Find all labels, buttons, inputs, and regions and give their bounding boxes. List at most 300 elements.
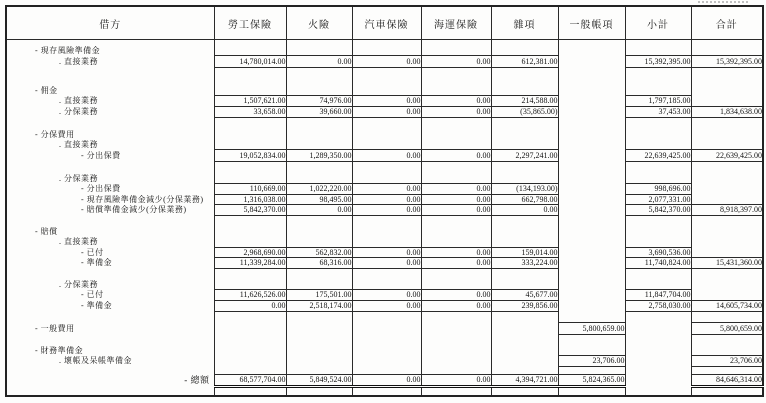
cell-auto [352, 237, 421, 248]
table-row [6, 86, 763, 96]
cell-general [558, 184, 625, 195]
cell-misc [491, 162, 558, 174]
cell-grand [691, 162, 763, 174]
row-label [6, 312, 214, 323]
cell-fire: 562,832.00 [286, 248, 352, 258]
row-label: . 分保業務 [59, 107, 98, 116]
cell-general [558, 237, 625, 248]
cell-fire: 98,495.00 [286, 195, 352, 205]
row-label [6, 335, 214, 346]
cell-general [558, 56, 625, 68]
cell-marine [421, 140, 491, 150]
cell-grand [691, 216, 763, 227]
cell-subtotal [625, 346, 691, 356]
cell-auto [352, 312, 421, 323]
cell-general [558, 46, 625, 56]
cell-misc: 662,798.00 [491, 195, 558, 205]
row-label: . 壞帳及呆帳準備金 [59, 356, 132, 365]
table-row [6, 174, 763, 184]
cell-subtotal: 998,696.00 [625, 184, 691, 195]
table-row [6, 216, 763, 227]
table-row [6, 162, 763, 174]
cell-subtotal: 5,842,370.00 [625, 205, 691, 216]
table-row [6, 184, 763, 195]
row-label: . 分保業務 [59, 173, 98, 183]
cell-misc: 239,856.00 [491, 301, 558, 312]
cell-fire [286, 130, 352, 140]
row-label: - 分出保費 [81, 150, 121, 160]
cell-subtotal [625, 227, 691, 237]
table-header [6, 6, 763, 40]
cell-grand [691, 140, 763, 150]
cell-subtotal: 3,690,536.00 [625, 248, 691, 258]
cell-fire: 74,976.00 [286, 96, 352, 107]
cell-labor: 2,968,690.00 [214, 248, 286, 258]
cell-subtotal [625, 335, 691, 346]
column-header-debit: 借方 [6, 6, 214, 40]
cell-marine [421, 367, 491, 375]
cell-misc [491, 46, 558, 56]
cell-auto [352, 174, 421, 184]
cell-marine [421, 216, 491, 227]
cell-marine [421, 387, 491, 396]
cell-labor: 1,316,038.00 [214, 195, 286, 205]
cell-auto [352, 346, 421, 356]
cell-misc: (35,865.00) [491, 107, 558, 118]
cell-grand [691, 68, 763, 86]
cell-general [558, 96, 625, 107]
column-header-general: 一般帳項 [558, 6, 625, 40]
cell-subtotal: 11,847,704.00 [625, 290, 691, 301]
cell-fire [286, 387, 352, 396]
cell-grand: 5,800,659.00 [691, 323, 763, 335]
cell-marine: 0.00 [421, 56, 491, 68]
cell-misc [491, 216, 558, 227]
row-label: . 直接業務 [59, 56, 98, 66]
column-header-misc: 雜項 [491, 6, 558, 40]
cell-general [558, 150, 625, 162]
cell-grand [691, 195, 763, 205]
cell-marine [421, 237, 491, 248]
cell-marine: 0.00 [421, 96, 491, 107]
cell-fire [286, 323, 352, 335]
cell-misc [491, 280, 558, 290]
cell-general: 5,824,365.00 [558, 375, 625, 387]
table-row [6, 258, 763, 269]
cell-labor [214, 280, 286, 290]
cell-grand [691, 387, 763, 396]
cell-marine [421, 162, 491, 174]
table-row [6, 227, 763, 237]
cell-fire: 39,660.00 [286, 107, 352, 118]
row-label: - 分出保費 [81, 184, 121, 193]
cell-marine: 0.00 [421, 150, 491, 162]
cell-general [558, 367, 625, 375]
cell-misc: 612,381.00 [491, 56, 558, 68]
table-body [6, 40, 763, 396]
cell-fire [286, 86, 352, 96]
row-label: . 分保業務 [59, 279, 98, 289]
column-header-fire: 火險 [286, 6, 352, 40]
cell-grand [691, 367, 763, 375]
cell-marine: 0.00 [421, 107, 491, 118]
cell-subtotal [625, 367, 691, 375]
cell-marine [421, 174, 491, 184]
cell-grand [691, 237, 763, 248]
table-row [6, 290, 763, 301]
cell-fire [286, 356, 352, 367]
cell-fire [286, 174, 352, 184]
cell-labor: 110,669.00 [214, 184, 286, 195]
cell-marine [421, 118, 491, 130]
cell-grand [691, 280, 763, 290]
cell-labor: 11,339,284.00 [214, 258, 286, 269]
cell-misc [491, 130, 558, 140]
cell-subtotal [625, 46, 691, 56]
cell-fire [286, 312, 352, 323]
cell-auto [352, 216, 421, 227]
table-row [6, 56, 763, 68]
cell-general [558, 335, 625, 346]
cell-subtotal: 22,639,425.00 [625, 150, 691, 162]
cell-fire [286, 346, 352, 356]
cell-labor: 19,052,834.00 [214, 150, 286, 162]
cell-fire: 0.00 [286, 205, 352, 216]
cell-fire [286, 68, 352, 86]
cell-auto [352, 46, 421, 56]
cell-labor [214, 237, 286, 248]
cell-general [558, 387, 625, 396]
cell-misc [491, 269, 558, 280]
cell-labor [214, 162, 286, 174]
cell-misc: 45,677.00 [491, 290, 558, 301]
cell-marine [421, 86, 491, 96]
cell-subtotal [625, 375, 691, 387]
cell-fire [286, 216, 352, 227]
cell-misc [491, 346, 558, 356]
table-row [6, 387, 763, 396]
cell-general [558, 118, 625, 130]
row-label: - 準備金 [81, 301, 113, 310]
cell-fire [286, 335, 352, 346]
column-header-subtotal: 小計 [625, 6, 691, 40]
cell-fire [286, 227, 352, 237]
cell-auto: 0.00 [352, 205, 421, 216]
cell-grand [691, 248, 763, 258]
cell-general [558, 227, 625, 237]
cell-marine [421, 356, 491, 367]
cell-general [558, 162, 625, 174]
column-header-auto: 汽車保險 [352, 6, 421, 40]
cell-grand: 23,706.00 [691, 356, 763, 367]
table-row [6, 301, 763, 312]
cell-subtotal [625, 237, 691, 248]
cell-marine: 0.00 [421, 290, 491, 301]
row-label [6, 367, 214, 375]
table-row [6, 46, 763, 56]
cell-grand: 22,639,425.00 [691, 150, 763, 162]
row-label: - 已付 [81, 290, 104, 299]
row-label: - 分保費用 [35, 129, 75, 139]
cell-grand: 15,392,395.00 [691, 56, 763, 68]
table-row [6, 346, 763, 356]
cell-auto [352, 140, 421, 150]
cell-general [558, 280, 625, 290]
cell-auto [352, 269, 421, 280]
table-row [6, 107, 763, 118]
row-label: - 現存風險準備金 [35, 45, 101, 55]
row-label [6, 387, 214, 396]
row-label: - 佣金 [35, 85, 58, 95]
row-label [6, 216, 214, 227]
cell-auto [352, 130, 421, 140]
table-row [6, 323, 763, 335]
table-row [6, 130, 763, 140]
cell-fire [286, 46, 352, 56]
cell-labor [214, 140, 286, 150]
total-row [6, 375, 763, 387]
cell-marine [421, 335, 491, 346]
table-row [6, 367, 763, 375]
table-row [6, 280, 763, 290]
cell-labor: 5,842,370.00 [214, 205, 286, 216]
cell-general [558, 216, 625, 227]
table-row [6, 335, 763, 346]
cell-marine [421, 280, 491, 290]
cell-auto: 0.00 [352, 248, 421, 258]
cell-grand [691, 174, 763, 184]
cell-misc: (134,193.00) [491, 184, 558, 195]
cell-fire: 68,316.00 [286, 258, 352, 269]
cell-misc: 0.00 [491, 205, 558, 216]
cell-fire [286, 237, 352, 248]
cell-fire [286, 140, 352, 150]
cell-labor: 68,577,704.00 [214, 375, 286, 387]
cell-subtotal [625, 216, 691, 227]
cell-misc [491, 335, 558, 346]
cell-auto [352, 118, 421, 130]
cell-auto: 0.00 [352, 195, 421, 205]
cell-marine: 0.00 [421, 195, 491, 205]
cell-subtotal [625, 269, 691, 280]
row-label [6, 118, 214, 130]
cell-labor [214, 130, 286, 140]
table-row [6, 68, 763, 86]
row-label: - 現存風險準備金減少(分保業務) [81, 194, 204, 204]
cell-auto [352, 162, 421, 174]
row-label: . 直接業務 [59, 96, 98, 105]
table-row [6, 248, 763, 258]
cell-labor [214, 346, 286, 356]
row-label: . 直接業務 [59, 139, 98, 149]
cell-misc: 2,297,241.00 [491, 150, 558, 162]
cell-general [558, 312, 625, 323]
cell-auto: 0.00 [352, 96, 421, 107]
cell-general [558, 269, 625, 280]
cell-subtotal [625, 280, 691, 290]
cell-general [558, 68, 625, 86]
cell-grand [691, 335, 763, 346]
cell-subtotal: 2,077,331.00 [625, 195, 691, 205]
row-label [6, 68, 214, 86]
cell-auto [352, 356, 421, 367]
cell-auto [352, 227, 421, 237]
cell-subtotal [625, 174, 691, 184]
cell-grand [691, 184, 763, 195]
cell-labor [214, 323, 286, 335]
cell-labor [214, 269, 286, 280]
cell-subtotal: 15,392,395.00 [625, 56, 691, 68]
cell-auto [352, 335, 421, 346]
cell-labor [214, 312, 286, 323]
cell-misc [491, 387, 558, 396]
cell-labor [214, 367, 286, 375]
cell-grand: 15,431,360.00 [691, 258, 763, 269]
cell-grand [691, 269, 763, 280]
cell-subtotal [625, 68, 691, 86]
column-header-marine: 海運保險 [421, 6, 491, 40]
table-row [6, 195, 763, 205]
cell-labor [214, 216, 286, 227]
cell-marine: 0.00 [421, 258, 491, 269]
cell-subtotal [625, 356, 691, 367]
cell-misc [491, 118, 558, 130]
debit-summary-table [5, 5, 764, 397]
cell-misc: 333,224.00 [491, 258, 558, 269]
cell-misc: 159,014.00 [491, 248, 558, 258]
cell-misc [491, 312, 558, 323]
cell-misc [491, 86, 558, 96]
row-label: - 財務準備金 [35, 345, 84, 355]
cell-subtotal [625, 86, 691, 96]
cell-auto [352, 323, 421, 335]
cell-marine [421, 312, 491, 323]
cell-fire [286, 118, 352, 130]
table-row [6, 96, 763, 107]
table-row [6, 269, 763, 280]
cell-marine [421, 269, 491, 280]
cell-general [558, 195, 625, 205]
cell-auto [352, 86, 421, 96]
cell-marine: 0.00 [421, 205, 491, 216]
cell-misc [491, 174, 558, 184]
row-label [6, 269, 214, 280]
header-row [6, 6, 763, 40]
cell-fire: 1,022,220.00 [286, 184, 352, 195]
cell-fire: 5,849,524.00 [286, 375, 352, 387]
cell-auto [352, 367, 421, 375]
row-label: - 一般費用 [35, 323, 75, 333]
cell-labor [214, 46, 286, 56]
cell-auto: 0.00 [352, 258, 421, 269]
cell-misc [491, 356, 558, 367]
cell-auto [352, 280, 421, 290]
cell-grand: 1,834,638.00 [691, 107, 763, 118]
cell-auto: 0.00 [352, 184, 421, 195]
cell-fire: 1,289,350.00 [286, 150, 352, 162]
cell-marine [421, 346, 491, 356]
cell-marine [421, 130, 491, 140]
cell-labor: 33,658.00 [214, 107, 286, 118]
cell-labor: 11,626,526.00 [214, 290, 286, 301]
cell-grand [691, 227, 763, 237]
cell-labor [214, 227, 286, 237]
cell-auto: 0.00 [352, 56, 421, 68]
cell-general [558, 86, 625, 96]
cell-fire [286, 162, 352, 174]
cell-auto: 0.00 [352, 150, 421, 162]
cell-general [558, 301, 625, 312]
cell-subtotal [625, 387, 691, 396]
cell-labor [214, 387, 286, 396]
cell-labor [214, 174, 286, 184]
cell-misc [491, 367, 558, 375]
cell-general [558, 130, 625, 140]
cell-general [558, 174, 625, 184]
cell-grand [691, 46, 763, 56]
cell-misc [491, 237, 558, 248]
cell-marine: 0.00 [421, 248, 491, 258]
column-header-labor: 勞工保險 [214, 6, 286, 40]
cell-grand [691, 86, 763, 96]
cell-auto: 0.00 [352, 301, 421, 312]
cell-auto: 0.00 [352, 375, 421, 387]
cell-labor: 1,507,621.00 [214, 96, 286, 107]
cell-labor [214, 118, 286, 130]
row-label: - 準備金 [81, 258, 113, 267]
cell-subtotal [625, 118, 691, 130]
cell-grand: 84,646,314.00 [691, 375, 763, 387]
cell-fire: 175,501.00 [286, 290, 352, 301]
cell-fire: 0.00 [286, 56, 352, 68]
cell-general [558, 205, 625, 216]
cell-labor [214, 335, 286, 346]
row-label: - 賠償 [35, 226, 58, 236]
cell-auto [352, 68, 421, 86]
cell-auto [352, 387, 421, 396]
cell-subtotal: 1,797,185.00 [625, 96, 691, 107]
cell-grand [691, 130, 763, 140]
table-row [6, 237, 763, 248]
cell-fire [286, 269, 352, 280]
cell-misc [491, 323, 558, 335]
cell-marine: 0.00 [421, 375, 491, 387]
row-label: - 賠償準備金減少(分保業務) [81, 205, 187, 214]
cell-grand: 14,605,734.00 [691, 301, 763, 312]
cell-marine: 0.00 [421, 301, 491, 312]
cell-grand [691, 290, 763, 301]
cell-general: 5,800,659.00 [558, 323, 625, 335]
cell-marine: 0.00 [421, 184, 491, 195]
cell-misc: 214,588.00 [491, 96, 558, 107]
cell-general [558, 248, 625, 258]
cell-subtotal [625, 130, 691, 140]
cell-subtotal: 11,740,824.00 [625, 258, 691, 269]
cell-general: 23,706.00 [558, 356, 625, 367]
table-row [6, 150, 763, 162]
cell-subtotal: 37,453.00 [625, 107, 691, 118]
row-label-total: - 總額 [184, 375, 210, 385]
cell-grand [691, 346, 763, 356]
cell-subtotal: 2,758,030.00 [625, 301, 691, 312]
cell-auto: 0.00 [352, 107, 421, 118]
table-row [6, 205, 763, 216]
cell-grand [691, 118, 763, 130]
column-header-grand: 合計 [691, 6, 763, 40]
table-row [6, 356, 763, 367]
cell-labor: 0.00 [214, 301, 286, 312]
cell-general [558, 290, 625, 301]
